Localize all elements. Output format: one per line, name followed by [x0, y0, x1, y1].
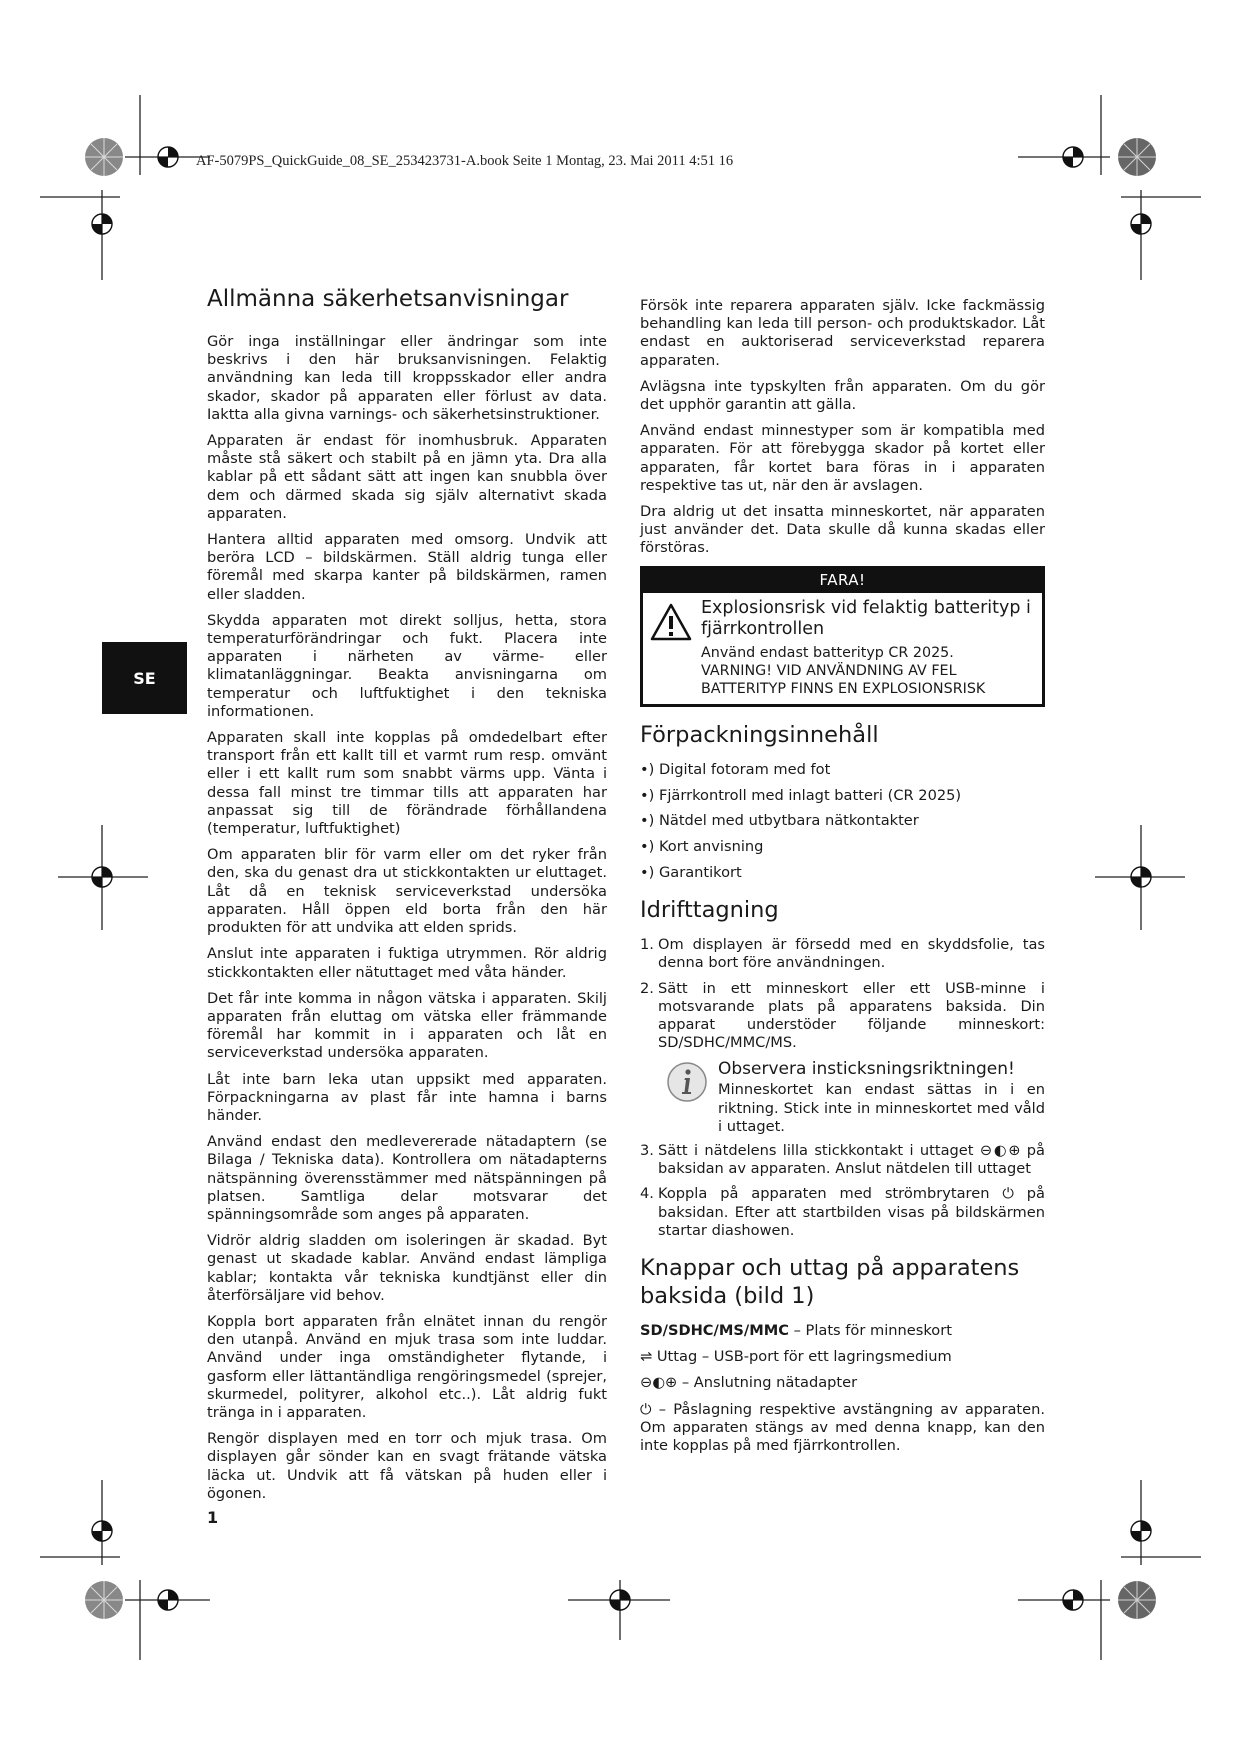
list-item: •) Fjärrkontroll med inlagt batteri (CR 2025)	[640, 786, 962, 804]
safety-paragraph: Använd endast minnestyper som är kompatibla med apparaten. För att förebygga skador på kortet eller apparaten, får kortet bara föras in i apparaten respektive tas ut, när den är avslagen.	[640, 422, 1045, 494]
safety-paragraph: Dra aldrig ut det insatta minneskortet, när apparaten just använder det. Data skulle då kunna skadas eller förstöras.	[640, 503, 1045, 557]
left-column	[207, 285, 607, 1511]
package-list	[640, 761, 1045, 882]
safety-paragraph: Skydda apparaten mot direkt solljus, hetta, stora temperaturförändringar och fukt. Placera inte apparaten i närheten av värme- eller klimatanläggningar. Beakta anvisningarna om temperatur och luftfuktighet i den tekniska informationen.	[207, 611, 607, 720]
warning-line: Använd endast batterityp CR 2025.	[701, 644, 954, 661]
right-column	[640, 297, 1045, 1463]
controls-heading: Knappar och uttag på apparatens baksida (bild 1)	[640, 1255, 1020, 1310]
safety-paragraph: Försök inte reparera apparaten själv. Icke fackmässig behandling kan leda till person- och produktskador. Låt endast en auktoriserad serviceverkstad reparera apparaten.	[640, 297, 1045, 369]
list-item: •) Garantikort	[640, 864, 742, 882]
safety-paragraph: Avlägsna inte typskylten från apparaten. Om du gör det upphör garantin att gälla.	[640, 377, 1045, 414]
danger-label: FARA!	[643, 569, 1042, 593]
package-heading: Förpackningsinnehåll	[640, 721, 879, 748]
setup-step: 2. Sätt in ett minneskort eller ett USB-minne i motsvarande plats på apparatens baksida. Din apparat understöder följande minneskort: SD/SDHC/MMC/MS.	[640, 979, 1045, 1052]
warning-triangle-icon	[649, 598, 701, 698]
usb-icon: ⇌	[640, 1348, 653, 1366]
warning-title: Explosionsrisk vid felaktig batterityp i fjärrkontrollen	[701, 597, 1031, 639]
setup-steps-continued	[640, 1142, 1045, 1240]
safety-paragraph: Det får inte komma in någon vätska i apparaten. Skilj apparaten från eluttag om vätska eller främmande föremål har kommit in i apparaten och låt en serviceverkstad undersöka apparaten.	[207, 989, 607, 1062]
controls-item: ⇌ Uttag – USB-port för ett lagringsmedium	[640, 1348, 952, 1366]
info-icon	[666, 1059, 718, 1136]
language-tab: SE	[102, 642, 187, 714]
safety-paragraph: Hantera alltid apparaten med omsorg. Undvik att beröra LCD – bildskärmen. Ställ aldrig tunga eller föremål med skarpa kanter på bildskärmen, ramen eller sladden.	[207, 531, 607, 603]
safety-paragraph: Låt inte barn leka utan uppsikt med apparaten. Förpackningarna av plast får inte hamna i barns händer.	[207, 1070, 607, 1124]
controls-item: SD/SDHC/MS/MMC – Plats för minneskort	[640, 1322, 952, 1340]
controls-item: ⊖◐⊕ – Anslutning nätadapter	[640, 1374, 858, 1392]
list-item: •) Nätdel med utbytbara nätkontakter	[640, 812, 919, 830]
danger-warning-box	[640, 566, 1045, 707]
page-number: 1	[207, 1508, 219, 1527]
setup-heading: Idrifttagning	[640, 897, 779, 924]
safety-paragraph: Koppla bort apparaten från elnätet innan du rengör den utanpå. Använd en mjuk trasa som inte luddar. Använd under inga omständigheter flytande, i gasform eller lättantändliga rengöringsmedel (sprejer, skurmedel, polityrer, alkohol etc..). Låt aldrig fukt tränga in i apparaten.	[207, 1312, 607, 1421]
safety-paragraph: Vidrör aldrig sladden om isoleringen är skadad. Byt genast ut skadade kablar. Använd endast lämpliga kablar; kontakta vår tekniska kundtjänst eller din återförsäljare vid behov.	[207, 1232, 607, 1304]
safety-paragraph: Apparaten skall inte kopplas på omdedelbart efter transport från ett kallt till et varmt rum resp. omvänt eller i ett kallt rum som snabbt värms upp. Vänta i dessa fall minst tre timmar tills att apparaten har anpassat sig till de förändrade förhållandena (temperatur, luftfuktighet)	[207, 729, 607, 838]
safety-paragraph: Använd endast den medlevererade nätadaptern (se Bilaga / Tekniska data). Kontrollera om nätadapterns nätspänning överensstämmer med nätspänningen på platsen. Samtliga delar motsvarar det spänningsområde som anges på apparaten.	[207, 1133, 607, 1223]
setup-step: 4. Koppla på apparaten med strömbrytaren ⏻ på baksidan. Efter att startbilden visas på bildskärmen startar diashowen.	[640, 1185, 1045, 1239]
power-icon: ⏻	[640, 1400, 652, 1418]
safety-paragraph: Rengör displayen med en torr och mjuk trasa. Om displayen går sönder kan en svagt frätande vätska läcka ut. Undvik att få vätskan på huden eller i ögonen.	[207, 1430, 607, 1502]
setup-step: 1. Om displayen är försedd med en skyddsfolie, tas denna bort före användningen.	[640, 936, 1045, 972]
safety-paragraph: Om apparaten blir för varm eller om det ryker från den, ska du genast dra ut stickkontakten ur eluttaget. Låt då en teknisk serviceverkstad undersöka apparaten. Håll öppen eld borta från den här produkten för att undvika att elden sprids.	[207, 846, 607, 937]
list-item: •) Digital fotoram med fot	[640, 760, 831, 778]
note-title: Observera insticksningsriktningen!	[718, 1059, 1015, 1080]
warning-line: VARNING! VID ANVÄNDNING AV FEL BATTERITYP FINNS EN EXPLOSIONSRISK	[701, 662, 986, 697]
note-text: Minneskortet kan endast sättas in i en riktning. Stick inte in minneskortet med våld i uttaget.	[718, 1081, 1045, 1135]
safety-paragraph: Anslut inte apparaten i fuktiga utrymmen. Rör aldrig stickkontakten eller nätuttaget med våta händer.	[207, 945, 607, 981]
list-item: •) Kort anvisning	[640, 838, 764, 856]
print-header: AF-5079PS_QuickGuide_08_SE_253423731-A.book Seite 1 Montag, 23. Mai 2011 4:51 16	[196, 153, 734, 169]
setup-steps	[640, 936, 1045, 1052]
safety-paragraph: Gör inga inställningar eller ändringar som inte beskrivs i den här bruksanvisningen. Felaktig användning kan leda till kroppsskador eller andra skador, skador på apparaten eller förlust av data. Iaktta alla givna varnings- och säkerhetsinstruktioner.	[207, 333, 607, 423]
setup-step: 3. Sätt i nätdelens lilla stickkontakt i uttaget ⊖◐⊕ på baksidan av apparaten. Anslut nätdelen till uttaget	[640, 1142, 1045, 1178]
safety-heading: Allmänna säkerhetsanvisningar	[207, 286, 569, 312]
dc-polarity-icon: ⊖◐⊕	[640, 1374, 678, 1392]
info-note	[666, 1059, 1045, 1136]
safety-paragraph: Apparaten är endast för inomhusbruk. Apparaten måste stå säkert och stabilt på en jämn yta. Dra alla kablar på ett sådant sätt att ingen kan snubbla över dem och därmed skada sig själv alternativt skada apparaten.	[207, 432, 607, 522]
controls-item: ⏻ – Påslagning respektive avstängning av apparaten. Om apparaten stängs av med denna knapp, kan den inte kopplas på med fjärrkontrollen.	[640, 1400, 1045, 1455]
